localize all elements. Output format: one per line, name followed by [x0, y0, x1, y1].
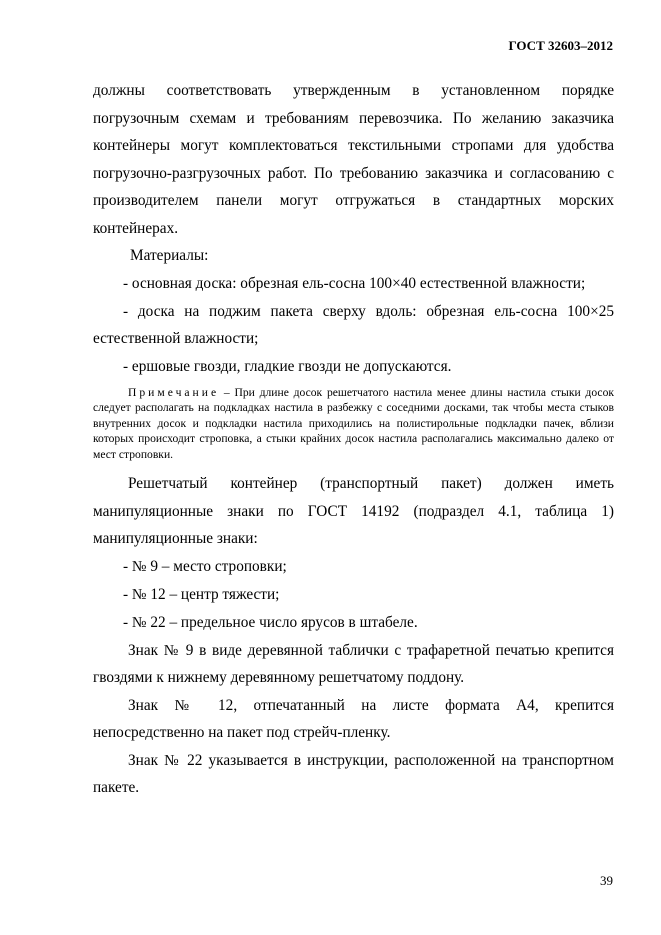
page-number: 39: [600, 873, 613, 888]
material-item-nails: - ершовые гвозди, гладкие гвозди не допускаются.: [123, 357, 452, 375]
paragraph-sign-9: Знак № 9 в виде деревянной таблички с трафаретной печатью крепится гвоздями к нижнему деревянному решетчатому поддону.: [93, 641, 614, 686]
note-block: [93, 385, 614, 463]
materials-heading: Материалы:: [130, 247, 209, 264]
paragraph-marking-signs: Решетчатый контейнер (транспортный пакет) должен иметь манипуляционные знаки по ГОСТ 14192 (подраздел 4.1, таблица 1) манипуляционные знаки:: [93, 475, 614, 547]
material-item-press-board-line1: - доска на поджим пакета сверху вдоль: обрезная ель-сосна 100×25: [123, 302, 614, 320]
material-item-press-board-line2: естественной влажности;: [93, 330, 259, 347]
sign-item-22: - № 22 – предельное число ярусов в штабеле.: [123, 613, 418, 631]
material-item-main-board: - основная доска: обрезная ель-сосна 100×40 естественной влажности;: [123, 274, 586, 292]
note-label: Примечание: [128, 385, 220, 399]
paragraph-loading-schemes: должны соответствовать утвержденным в установленном порядке погрузочным схемам и требованиям перевозчика. По желанию заказчика контейнеры могут комплектоваться текстильными стропами для удобства погрузочно-разгрузочных работ. По требованию заказчика и согласованию с производителем панели могут отгружаться в стандартных морских контейнерах.: [93, 82, 614, 237]
sign-item-12: - № 12 – центр тяжести;: [123, 585, 280, 603]
note-text: – При длине досок решетчатого настила менее длины настила стыки досок следует располагать на подкладках настила в разбежку с соседними досками, так чтобы места стыков внутренних досок и подкладки настила приходились на полистирольные подкладки пачек, вблизи которых происходит строповка, а стыки крайних досок настила располагались максимально далеко от мест строповки.: [93, 385, 614, 461]
sign-item-9: - № 9 – место строповки;: [123, 557, 287, 575]
paragraph-sign-22: Знак № 22 указывается в инструкции, расположенной на транспортном пакете.: [93, 751, 614, 796]
material-item-press-board: [93, 298, 614, 353]
page-body: [93, 77, 614, 802]
document-code-header: ГОСТ 32603–2012: [508, 38, 613, 53]
paragraph-sign-12: Знак № 12, отпечатанный на листе формата А4, крепится непосредственно на пакет под стрейч-пленку.: [93, 696, 614, 741]
